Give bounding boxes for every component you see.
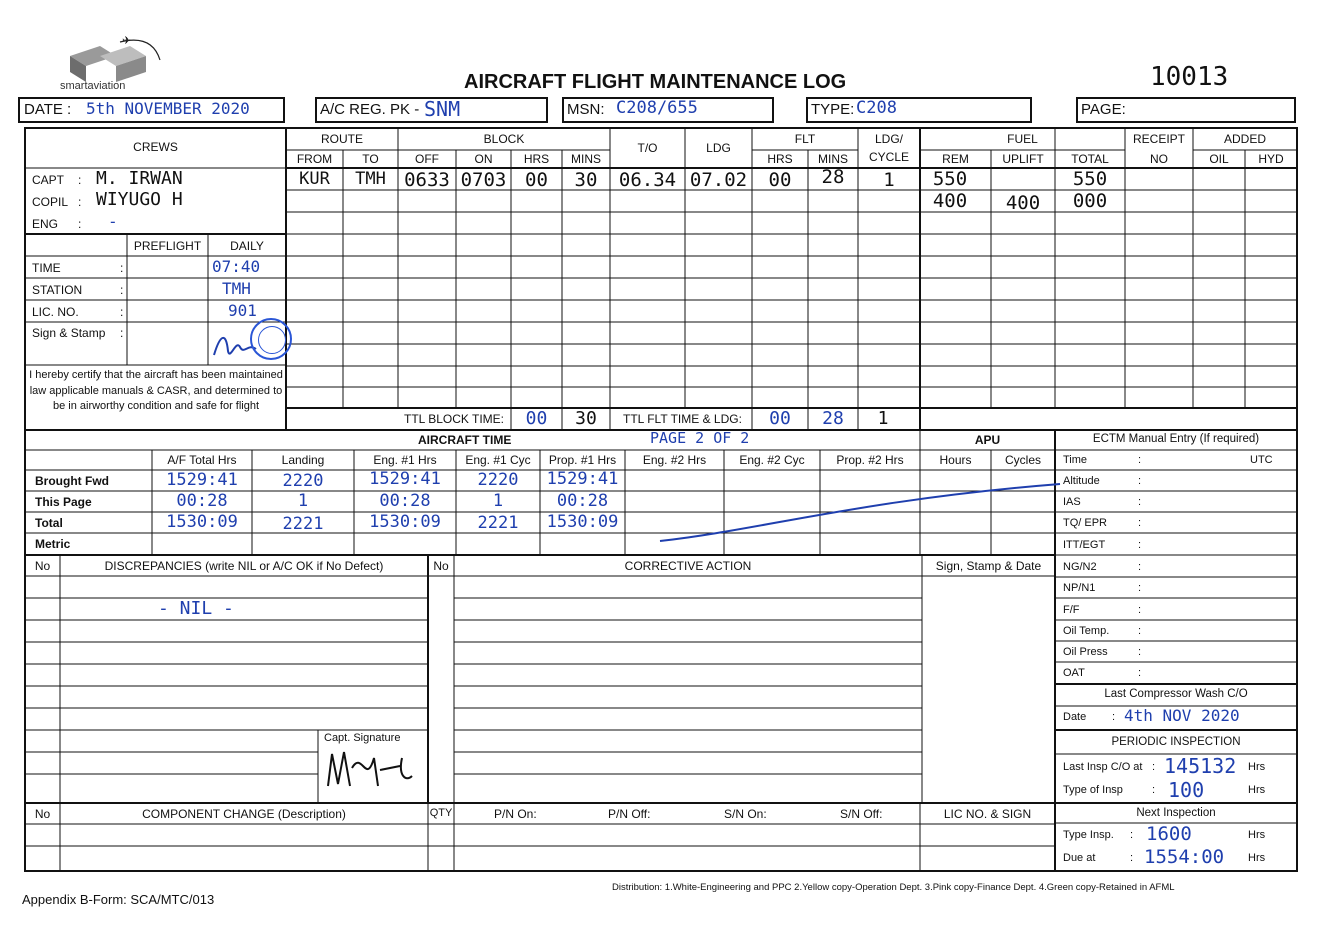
hdr-to-time: T/O	[637, 141, 658, 155]
last-insp-label: Last Insp C/O at	[1063, 761, 1143, 773]
hdr-flt: FLT	[794, 132, 816, 146]
disc-no-header: No	[34, 559, 51, 573]
sign-stamp-title: Sign, Stamp & Date	[935, 559, 1042, 573]
row1-cycle: 1	[883, 169, 895, 191]
crew-name-capt: M. IRWAN	[96, 168, 183, 189]
ectm-field-oil-temp: Oil Temp.	[1063, 625, 1110, 637]
preflight-colon-1: :	[120, 261, 124, 275]
col-eng2-hrs: Eng. #2 Hrs	[642, 453, 707, 467]
ttl-ldg: 1	[877, 408, 889, 429]
row-metric: Metric	[35, 537, 71, 551]
apu-title: APU	[974, 433, 1001, 447]
tp-landing: 1	[297, 491, 309, 511]
row-this-page: This Page	[35, 495, 92, 509]
ectm-field-ff: F/F	[1063, 604, 1080, 616]
apu-hours: Hours	[939, 453, 972, 467]
wash-title: Last Compressor Wash C/O	[1104, 688, 1248, 700]
comp-qty: QTY	[429, 807, 453, 819]
last-insp-value: 145132	[1164, 754, 1237, 778]
msn-label: MSN:	[567, 101, 605, 118]
hdr-mins: MINS	[571, 152, 601, 166]
crew-colon-2: :	[78, 195, 82, 209]
preflight-label-sign: Sign & Stamp	[32, 326, 106, 340]
comp-pn-off: P/N Off:	[608, 807, 651, 821]
ectm-colon-2: :	[1138, 475, 1142, 487]
type-label: TYPE:	[811, 101, 855, 118]
due-hrs: Hrs	[1248, 852, 1266, 864]
page-title: AIRCRAFT FLIGHT MAINTENANCE LOG	[464, 71, 847, 93]
col-prop1-hrs: Prop. #1 Hrs	[548, 453, 617, 467]
row1-mins: 30	[574, 169, 598, 191]
ectm-colon-10: :	[1138, 646, 1142, 658]
row1-from: KUR	[299, 169, 330, 189]
hdr-block: BLOCK	[483, 132, 525, 146]
due-colon: :	[1130, 852, 1134, 864]
serial-number: 10013	[1150, 62, 1229, 92]
tot-eng1-cyc: 2221	[477, 513, 519, 533]
crew-role-capt: CAPT	[32, 173, 65, 187]
crew-role-eng: ENG	[32, 217, 59, 231]
inspector-stamp	[250, 318, 292, 360]
row2-total: 000	[1072, 190, 1108, 212]
row-brought-fwd: Brought Fwd	[35, 474, 109, 488]
daily-col-header: DAILY	[230, 239, 264, 253]
ectm-field-ias: IAS	[1063, 496, 1081, 508]
corr-no-header: No	[433, 559, 449, 573]
hdr-total: TOTAL	[1071, 152, 1109, 166]
hdr-flt-hrs: HRS	[767, 152, 793, 166]
hdr-flt-mins: MINS	[818, 152, 848, 166]
row2-rem: 400	[932, 190, 968, 212]
ectm-colon-11: :	[1138, 667, 1142, 679]
tot-prop1-hrs: 1530:09	[546, 512, 619, 532]
ttl-flt-hrs: 00	[769, 408, 791, 429]
hdr-ldg-cycle-2: CYCLE	[868, 150, 909, 164]
ectm-field-itt: ITT/EGT	[1063, 539, 1106, 551]
bf-eng1-cyc: 2220	[477, 470, 519, 490]
crews-title: CREWS	[133, 140, 178, 154]
aircraft-time-title: AIRCRAFT TIME	[418, 433, 512, 447]
ttl-block-label: TTL BLOCK TIME:	[404, 412, 505, 426]
tot-af-total: 1530:09	[166, 512, 238, 532]
hdr-fuel: FUEL	[1007, 132, 1038, 146]
preflight-colon-3: :	[120, 305, 124, 319]
type-insp-value: 100	[1168, 778, 1205, 802]
ectm-colon-6: :	[1138, 561, 1142, 573]
preflight-label-lic: LIC. NO.	[32, 305, 79, 319]
next-type-value: 1600	[1146, 823, 1192, 845]
row1-to-time: 06.34	[618, 169, 677, 191]
type-insp-colon: :	[1152, 784, 1156, 796]
hdr-added: ADDED	[1223, 132, 1266, 146]
type-insp-label: Type of Insp	[1063, 784, 1123, 796]
row1-flt-mins: 28	[821, 166, 845, 188]
corr-title: CORRECTIVE ACTION	[624, 559, 752, 573]
preflight-label-time: TIME	[32, 261, 61, 275]
row1-to: TMH	[355, 169, 386, 189]
ectm-field-oil-press: Oil Press	[1063, 646, 1108, 658]
tp-af-total: 00:28	[176, 491, 228, 511]
preflight-label-station: STATION	[32, 283, 83, 297]
bf-eng1-hrs: 1529:41	[369, 469, 441, 489]
ttl-flt-mins: 28	[822, 408, 844, 429]
logo-text: smartaviation	[60, 80, 126, 92]
ectm-colon-7: :	[1138, 582, 1142, 594]
last-insp-colon: :	[1152, 761, 1156, 773]
row1-on: 0703	[460, 169, 507, 191]
ectm-colon-5: :	[1138, 539, 1142, 551]
crew-role-copil: COPIL	[32, 195, 69, 209]
form-id: Appendix B-Form: SCA/MTC/013	[22, 892, 215, 907]
tp-eng1-cyc: 1	[492, 491, 504, 511]
daily-lic-value: 901	[228, 301, 257, 320]
row1-flt-hrs: 00	[768, 169, 792, 191]
preflight-col-header: PREFLIGHT	[133, 239, 202, 253]
row-total: Total	[35, 516, 63, 530]
wash-date-value: 4th NOV 2020	[1124, 706, 1240, 725]
next-type-hrs: Hrs	[1248, 829, 1266, 841]
next-type-colon: :	[1130, 829, 1134, 841]
ttl-block-mins: 30	[575, 408, 597, 429]
preflight-colon-4: :	[120, 326, 124, 340]
row1-off: 0633	[404, 169, 450, 191]
ectm-colon-8: :	[1138, 604, 1142, 616]
type-insp-hrs: Hrs	[1248, 784, 1266, 796]
ectm-field-ng: NG/N2	[1063, 561, 1097, 573]
svg-text:✈: ✈	[122, 35, 132, 47]
wash-colon: :	[1112, 711, 1116, 723]
acreg-label: A/C REG. PK -	[320, 101, 420, 118]
ectm-field-altitude: Altitude	[1063, 475, 1100, 487]
row1-total: 550	[1072, 168, 1108, 190]
hdr-receipt: RECEIPT	[1132, 132, 1185, 146]
comp-lic: LIC NO. & SIGN	[943, 807, 1032, 821]
hdr-hrs: HRS	[523, 152, 550, 166]
apu-cycles: Cycles	[1004, 453, 1041, 467]
row1-rem: 550	[932, 168, 968, 190]
ectm-colon-3: :	[1138, 496, 1142, 508]
due-label: Due at	[1063, 852, 1096, 864]
col-landing: Landing	[281, 453, 325, 467]
ectm-colon-1: :	[1138, 454, 1142, 466]
crew-colon-1: :	[78, 173, 82, 187]
daily-station-value: TMH	[222, 279, 251, 298]
capt-signature	[322, 746, 422, 796]
preflight-colon-2: :	[120, 283, 124, 297]
comp-title: COMPONENT CHANGE (Description)	[142, 807, 346, 821]
comp-pn-on: P/N On:	[494, 807, 537, 821]
hdr-to: TO	[362, 152, 379, 166]
ectm-field-tq: TQ/ EPR	[1063, 517, 1108, 529]
bf-af-total: 1529:41	[166, 470, 238, 490]
hdr-uplift: UPLIFT	[1002, 152, 1044, 166]
hdr-from: FROM	[296, 152, 333, 166]
last-insp-hrs: Hrs	[1248, 761, 1266, 773]
hdr-route: ROUTE	[321, 132, 363, 146]
hdr-receipt-no: NO	[1150, 152, 1168, 166]
ectm-utc: UTC	[1250, 454, 1273, 466]
row1-hrs: 00	[525, 169, 548, 191]
page-note: PAGE 2 OF 2	[650, 429, 750, 447]
bf-prop1-hrs: 1529:41	[546, 469, 619, 489]
col-eng1-hrs: Eng. #1 Hrs	[373, 453, 437, 467]
hdr-ldg: LDG	[706, 141, 731, 155]
crew-name-copil: WIYUGO H	[96, 189, 183, 210]
discrepancy-entry: - NIL -	[158, 598, 234, 619]
hdr-hyd: HYD	[1258, 152, 1284, 166]
row1-ldg: 07.02	[689, 169, 748, 191]
comp-sn-on: S/N On:	[724, 807, 767, 821]
hdr-ldg-cycle-1: LDG/	[874, 132, 903, 146]
date-label: DATE :	[24, 101, 72, 118]
ttl-block-hrs: 00	[525, 408, 548, 429]
col-eng1-cyc: Eng. #1 Cyc	[465, 453, 531, 467]
hdr-off: OFF	[415, 152, 439, 166]
comp-no-header: No	[34, 807, 51, 821]
date-value: 5th NOVEMBER 2020	[86, 99, 250, 118]
hdr-on: ON	[474, 152, 493, 166]
type-value: C208	[856, 98, 897, 118]
hdr-oil: OIL	[1209, 152, 1229, 166]
ectm-colon-9: :	[1138, 625, 1142, 637]
col-af-total: A/F Total Hrs	[167, 453, 237, 467]
periodic-title: PERIODIC INSPECTION	[1111, 736, 1241, 748]
comp-sn-off: S/N Off:	[840, 807, 883, 821]
next-insp-title: Next Inspection	[1136, 807, 1216, 819]
ttl-flt-label: TTL FLT TIME & LDG:	[623, 412, 742, 426]
certify-statement: I hereby certify that the aircraft has been maintained law applicable manuals & CASR, and determined to be in airworthy condition and safe for flight	[29, 369, 283, 412]
col-eng2-cyc: Eng. #2 Cyc	[739, 453, 805, 467]
tp-eng1-hrs: 00:28	[379, 491, 431, 511]
crew-name-eng: -	[108, 212, 118, 231]
msn-value: C208/655	[616, 98, 698, 118]
wash-date-label: Date	[1063, 711, 1087, 723]
hdr-rem: REM	[942, 152, 969, 166]
tot-eng1-hrs: 1530:09	[369, 512, 441, 532]
next-type-label: Type Insp.	[1063, 829, 1114, 841]
due-value: 1554:00	[1144, 846, 1225, 868]
disc-title: DISCREPANCIES (write NIL or A/C OK if No Defect)	[104, 559, 384, 573]
acreg-value: SNM	[424, 97, 461, 121]
col-prop2-hrs: Prop. #2 Hrs	[836, 453, 904, 467]
page-label: PAGE:	[1081, 101, 1126, 118]
bf-landing: 2220	[282, 471, 324, 491]
ectm-title: ECTM Manual Entry (If required)	[1092, 433, 1260, 445]
distribution-note: Distribution: 1.White-Engineering and PPC 2.Yellow copy-Operation Dept. 3.Pink copy-Finance Dept. 4.Green copy-Retained in AFML	[612, 882, 1175, 893]
row2-uplift: 400	[1005, 192, 1041, 214]
ectm-field-np: NP/N1	[1063, 582, 1096, 594]
crew-colon-3: :	[78, 217, 82, 231]
capt-signature-label: Capt. Signature	[324, 732, 401, 744]
ectm-colon-4: :	[1138, 517, 1142, 529]
ectm-field-time: Time	[1063, 454, 1088, 466]
tp-prop1-hrs: 00:28	[556, 491, 609, 511]
tot-landing: 2221	[282, 514, 324, 534]
daily-time-value: 07:40	[212, 257, 261, 276]
ectm-field-oat: OAT	[1063, 667, 1085, 679]
